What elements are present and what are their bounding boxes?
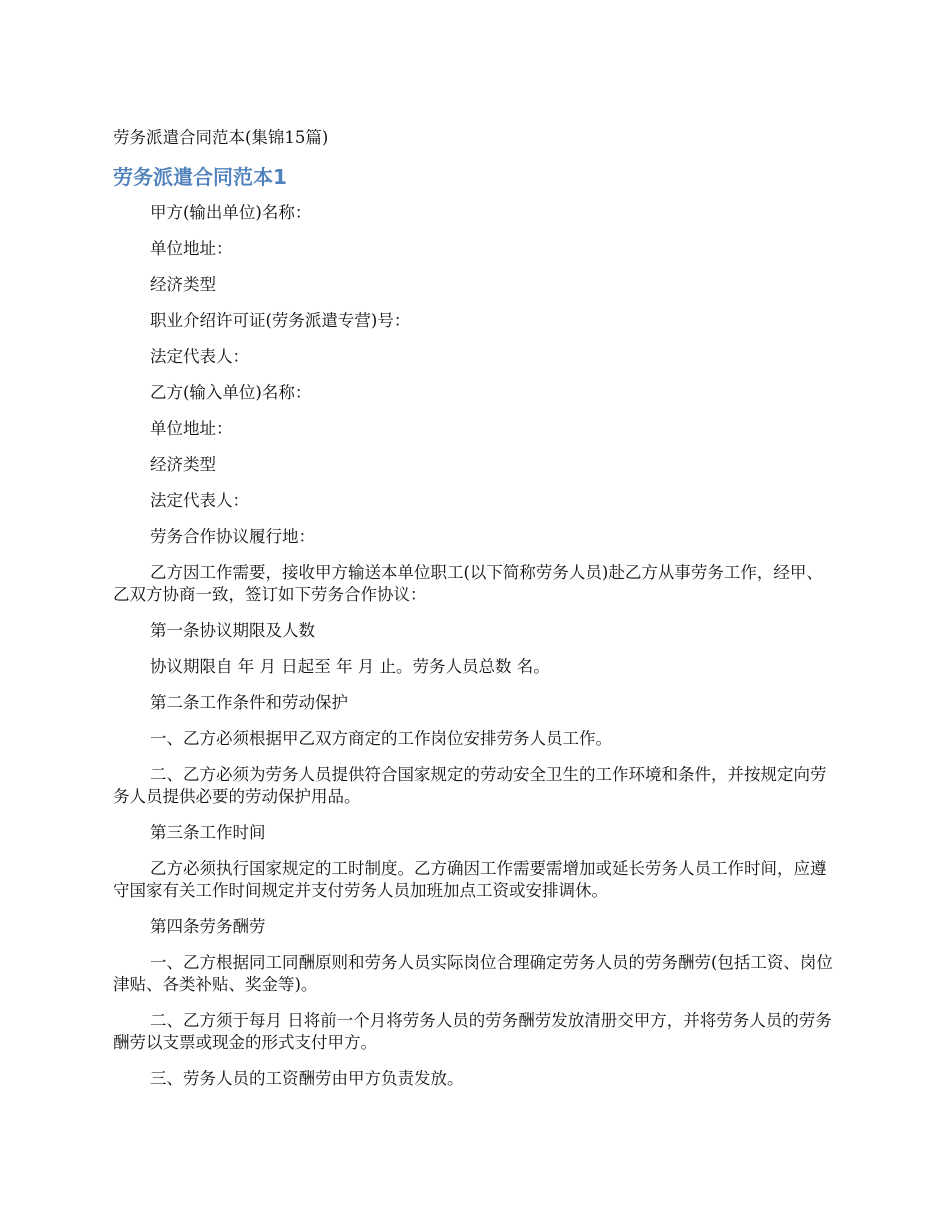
article-2-heading: 第二条工作条件和劳动保护 (150, 693, 348, 712)
section-heading: 劳务派遣合同范本1 (113, 165, 287, 189)
article-4-clause-1: 一、乙方根据同工同酬原则和劳务人员实际岗位合理确定劳务人员的劳务酬劳(包括工资、岗位津贴、各类补贴、奖金等)。 (113, 953, 833, 994)
article-4-heading: 第四条劳务酬劳 (150, 917, 266, 936)
article-4-clause-3: 三、劳务人员的工资酬劳由甲方负责发放。 (150, 1069, 464, 1088)
paragraph-performance-place: 劳务合作协议履行地： (150, 527, 315, 546)
article-1-term: 协议期限自 年 月 日起至 年 月 止。劳务人员总数 名。 (150, 657, 550, 676)
paragraph-party-b-name: 乙方(输入单位)名称： (150, 383, 312, 402)
paragraph-party-a-representative: 法定代表人： (150, 347, 249, 366)
article-4-clause-2: 二、乙方须于每月 日将前一个月将劳务人员的劳务酬劳发放清册交甲方，并将劳务人员的劳务酬劳以支票或现金的形式支付甲方。 (113, 1011, 832, 1052)
article-1-heading: 第一条协议期限及人数 (150, 621, 315, 640)
article-3-clause: 乙方必须执行国家规定的工时制度。乙方确因工作需要需增加或延长劳务人员工作时间，应遵守国家有关工作时间规定并支付劳务人员加班加点工资或安排调休。 (113, 859, 827, 900)
article-3-heading: 第三条工作时间 (150, 823, 266, 842)
paragraph-party-a-name: 甲方(输出单位)名称： (150, 203, 312, 222)
paragraph-preamble: 乙方因工作需要，接收甲方输送本单位职工(以下简称劳务人员)赴乙方从事劳务工作，经甲、乙双方协商一致，签订如下劳务合作协议： (113, 563, 823, 604)
paragraph-party-a-address: 单位地址： (150, 239, 233, 258)
document-body (113, 202, 838, 1104)
article-2-clause-2: 二、乙方必须为劳务人员提供符合国家规定的劳动安全卫生的工作环境和条件，并按规定向劳务人员提供必要的劳动保护用品。 (113, 765, 827, 806)
paragraph-party-b-representative: 法定代表人： (150, 491, 249, 510)
paragraph-license-number: 职业介绍许可证(劳务派遣专营)号： (150, 311, 411, 330)
document-title: 劳务派遣合同范本(集锦15篇) (113, 128, 329, 147)
paragraph-party-b-address: 单位地址： (150, 419, 233, 438)
article-2-clause-1: 一、乙方必须根据甲乙双方商定的工作岗位安排劳务人员工作。 (150, 729, 612, 748)
paragraph-party-a-economic-type: 经济类型 (150, 275, 216, 294)
paragraph-party-b-economic-type: 经济类型 (150, 455, 216, 474)
